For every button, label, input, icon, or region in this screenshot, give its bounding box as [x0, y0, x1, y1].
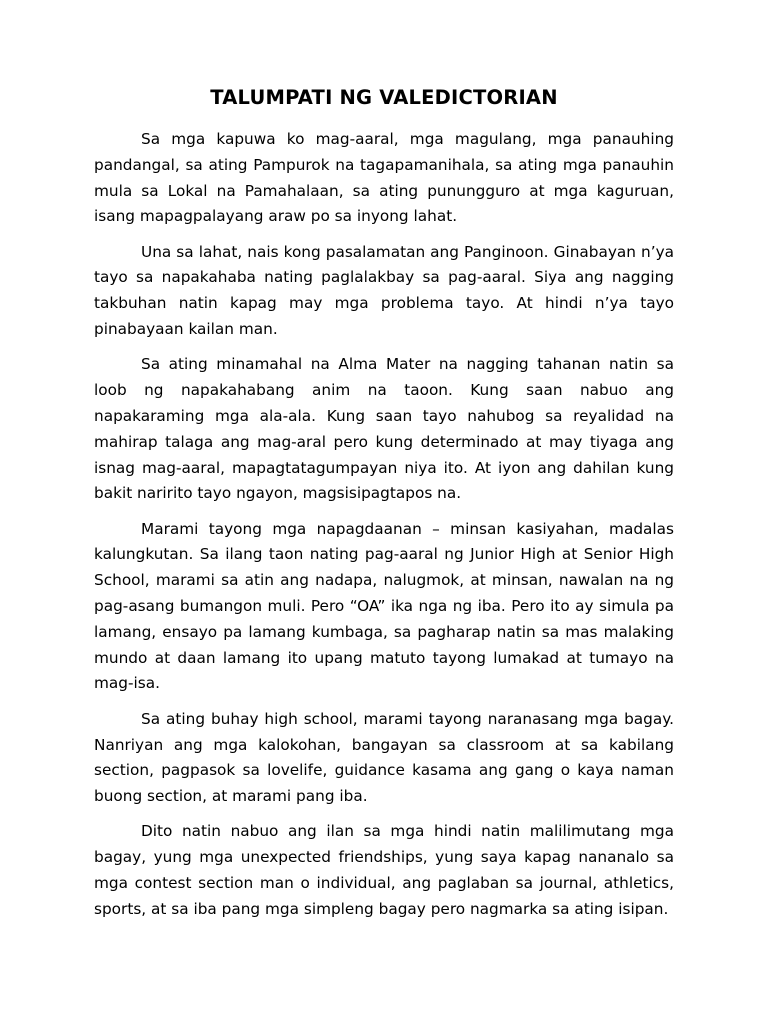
paragraph-1: Sa mga kapuwa ko mag-aaral, mga magulang, mga panauhing pandangal, sa ating Pampurok na tagapamanihala, sa ating mga panauhin mula sa Lokal na Pamahalaan, sa ating punungguro at mga kaguruan, isang mapagpalayang araw po sa inyong lahat.	[94, 130, 674, 226]
paragraph-4: Marami tayong mga napagdaanan – minsan kasiyahan, madalas kalungkutan. Sa ilang taon nating pag-aaral ng Junior High at Senior High School, marami sa atin ang nadapa, nalugmok, at minsan, nawalan na ng pag-asang bumangon muli. Pero “OA” ika nga ng iba. Pero ito ay simula pa lamang, ensayo pa lamang kumbaga, sa pagharap natin sa mas malaking mundo at daan lamang ito upang matuto tayong lumakad at tumayo na mag-isa.	[94, 519, 674, 693]
paragraph-2: Una sa lahat, nais kong pasalamatan ang Panginoon. Ginabayan n’ya tayo sa napakahaba nating paglalakbay sa pag-aaral. Siya ang nagging takbuhan natin kapag may mga problema tayo. At hindi n’ya tayo pinabayaan kailan man.	[94, 242, 674, 339]
document-title: TALUMPATI NG VALEDICTORIAN	[210, 86, 558, 109]
paragraph-6: Dito natin nabuo ang ilan sa mga hindi natin malilimutang mga bagay, yung mga unexpected friendships, yung saya kapag nananalo sa mga contest section man o individual, ang paglaban sa journal, athletics, sports, at sa iba pang mga simpleng bagay pero nagmarka sa ating isipan.	[94, 822, 674, 918]
paragraph-5: Sa ating buhay high school, marami tayong naranasang mga bagay. Nanriyan ang mga kalokohan, bangayan sa classroom at sa kabilang section, pagpasok sa lovelife, guidance kasama ang gang o kaya naman buong section, at marami pang iba.	[94, 709, 674, 806]
document-body	[94, 127, 674, 932]
paragraph-3: Sa ating minamahal na Alma Mater na nagging tahanan natin sa loob ng napakahabang anim na taoon. Kung saan nabuo ang napakaraming mga ala-ala. Kung saan tayo nahubog sa reyalidad na mahirap talaga ang mag-aral pero kung determinado at may tiyaga ang isnag mag-aaral, mapagtatagumpayan niya ito. At iyon ang dahilan kung bakit naririto tayo ngayon, magsisipagtapos na.	[94, 355, 674, 503]
